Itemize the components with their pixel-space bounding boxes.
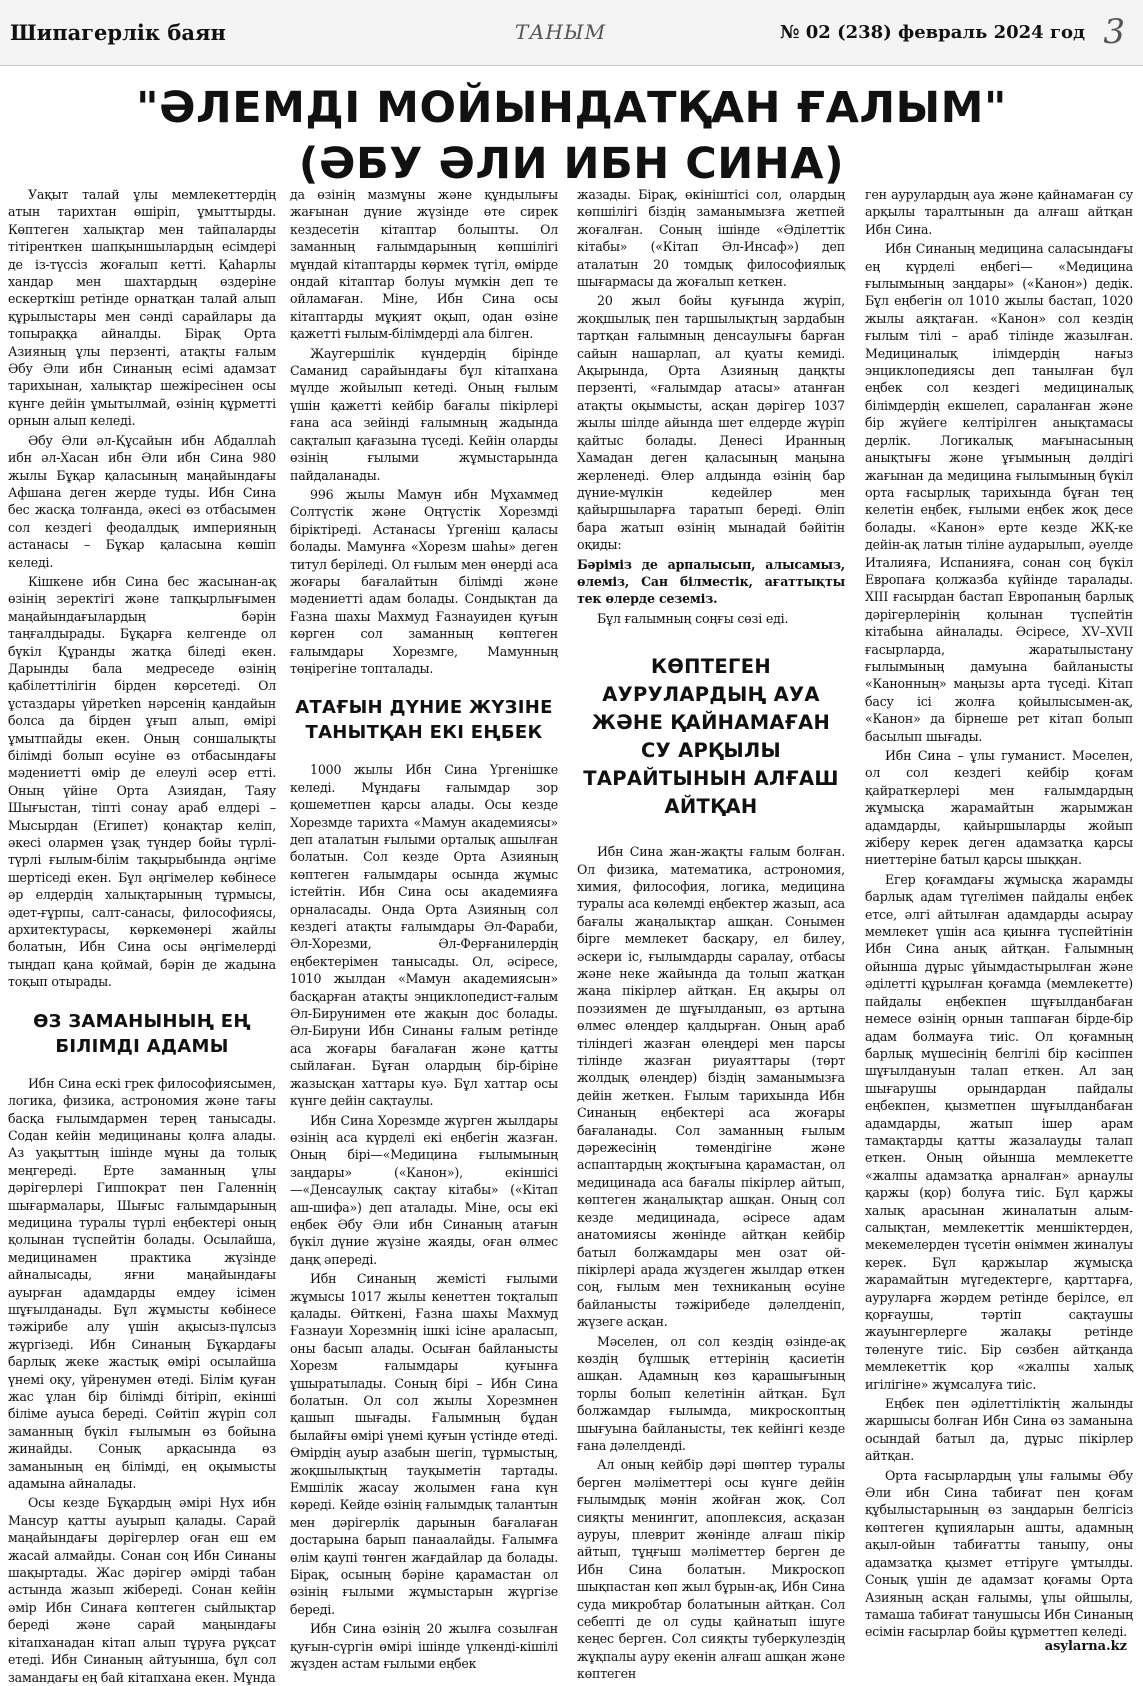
paragraph: Ибн Сина Хорезмде жүрген жылдары өзінің аса күрделі екі еңбегін жазған. Оның бірі—«Медицина ғылымының заңдары» («Канон»), екіншісі—«Денсаулық сақтау кітабы» («Кітап аш-шифа») деп аталады. Міне, осы екі еңбек Әбу Әли ибн Синаның атағын бүкіл дүние жүзіне жаяды, оған өлмес даңқ әпереді. — [290, 1112, 558, 1267]
paragraph: Осы кезде Бұқардың әмірі Нух ибн Мансур қатты ауырып қалады. Сарай маңайындағы дәрігерлер оған еш ем жасай алмайды. Сонан соң Ибн Синаны шақыртады. Жас дәрігер әмірді табан астында жазып жібереді. Сонан кейін әмір Ибн Синаға көптеген сыйлықтар береді және сарай маңындағы кітапханадан кітап алып тұруға рұқсат етеді. Ибн Синаның айтуынша, бұл сол замандағы ең бай кітапхана екен. Мұнда — [8, 1495, 276, 1685]
section-heading: АТАҒЫН ДҮНИЕ ЖҮЗІНЕ ТАНЫТҚАН ЕКІ ЕҢБЕК — [295, 697, 553, 744]
paragraph: Ибн Сина өзінің 20 жылға созылған қуғын-сүргін өмірі ішінде үлкенді-кішілі жүзден астам ғылыми еңбек — [290, 1621, 558, 1672]
article-title — [40, 80, 1103, 192]
section-heading: ӨЗ ЗАМАНЫНЫҢ ЕҢ БІЛІМДІ АДАМЫ — [33, 1010, 251, 1057]
column-4 — [865, 186, 1133, 1662]
page-number: 3 — [1103, 12, 1125, 52]
title-line-1: "ӘЛЕМДІ МОЙЫНДАТҚАН ҒАЛЫМ" — [136, 83, 1007, 133]
paragraph: Ибн Сина ескі грек философиясымен, логика, физика, астрономия және тағы басқа ғылымдармен терең танысады. Содан кейін медицинаны қолға алады. Аз уақыттың ішінде мұны да толық меңгереді. Ерте заманның ұлы дәрігерлері Гиппократ пен Галеннің шығармалары, Шығыс ғалымдарының медицина туралы түрлі еңбектері оның қолынан түспейтін болады. Осылайша, медицинамен практика жүзінде айналысады, яғни маңайындағы ауырған адамдарды емдеу ісімен шұғылданады. Бұл жұмысты көбінесе тәжірибе алу үшін ақысыз-пұлсыз жүргізеді. Ибн Синаның Бұқардағы барлық жеке жастық өмірі осылайша үнемі оқу, үйренумен өтеді. Білім қуған жас ұлан бір білімді бітіріп, екінші біліме ауыса береді. Сөйтіп жүріп сол заманның бүкіл ғылымын өз бойына жинайды. Сонық арқасында өз заманының ең білімді, ең оқымысты адамына айналады. — [8, 1075, 276, 1492]
paragraph: да өзінің мазмұны және құндылығы жағынан дүние жүзінде өте сирек кездесетін кітаптар болыпты. Ол заманның ғалымдарының көпшілігі мұндай кітаптарды көрмек түгіл, өмірде ондай кітаптар болуы мүмкін деп те ойламаған. Міне, Ибн Сина осы кітаптарды мұқият оқып, одан өзіне қажетті ғылым-білімдерді ала білген. — [290, 187, 558, 342]
section-heading: КӨПТЕГЕН АУРУЛАРДЫҢ АУА ЖӘНЕ ҚАЙНАМАҒАН СУ АРҚЫЛЫ ТАРАЙТЫНЫН АЛҒАШ АЙТҚАН — [583, 655, 839, 819]
paragraph: Мәселен, ол сол кездің өзінде-ақ көздің бұлшық еттерінің қасиетін ашқан. Адамның көз қарашығының торлы болып келетінін айтқан. Бұл болжамдар ғылымда, микроскоптың шығуына байланысты, тек кейінгі кезде ғана дәлелденді. — [577, 1333, 845, 1453]
source-credit: asylarna.kz — [1044, 1639, 1127, 1654]
column-3 — [577, 186, 845, 1682]
paragraph: Еңбек пен әділеттіліктің жалынды жаршысы болған Ибн Сина өз заманына осындай батыл да, дұрыс пікірлер айтқан. — [865, 1396, 1133, 1464]
paragraph: Ибн Синаның жемісті ғылыми жұмысы 1017 жылы кенеттен тоқталып қалады. Өйткені, Ғазна шахы Махмуд Ғазнауи Хорезмнің ішкі ісіне араласып, оны басып алады. Осыған байланысты Хорезм ғалымдары қуғынға ұшыратылады. Соның бірі – Ибн Сина болатын. Ол сол жылы Хорезмнен қашып шығады. Ғалымның бұдан былайғы өмірі үнемі қуғын үстінде өтеді. Өмірдің ауыр азабын шегіп, тұрмыстың, жоқшылықтың тауқыметін тартады. Емшілік жасау жолымен ғана күн көреді. Кейде өзінің ғалымдық талантын мен дәрігерлік дарынын бағалаған достарына барып панаалайды. Ғалымға өлім қаупі төнген жағдайлар да болады. Бірақ, осының бәріне қарамастан ол өзінің ғылыми жұмыстарын жүргізе береді. — [290, 1271, 558, 1617]
paragraph: Ибн Синаның медицина саласындағы ең күрделі еңбегі— «Медицина ғылымының заңдары» («Канон») дедік. Бұл еңбегін ол 1010 жылы бастап, 1020 жылы аяқтаған. «Канон» сол кездің ғылым тілі – араб тілінде жазылған. Медициналық ілімдердің нағыз энциклопедиясы деп танылған бұл еңбек сол кездегі медициналық білімдердің екшелеп, сараланған және бір жүйеге келтірілген анықтамасы дерлік. Логикалық мағынасының анықтығы және ұғымының дәлдігі жағынан да медицина ғылымының бүкіл орта ғасырлық тарихында бұған тең келетін еңбек, ғылыми еңбек жоқ десе болады. «Канон» ерте кезде ЖҚ-ке дейін-ақ латын тіліне аударылып, әуелде Италияға, Испанияға, сонан соң бүкіл Европаға қолжазба күйінде таралады. XIII ғасырдан бастап Европаның барлық дәрігерлерінің қолынан түспейтін кітабына айналады. Әсіресе, XV–XVII ғасырларда, жаратылыстану ғылымының дамуына байланысты «Канонның» маңызы арта түседі. Кітап басу ісі жолға қойылысымен-ақ, «Канон» да бірнеше рет кітап болып басылып шығады. — [865, 241, 1133, 744]
paragraph: Бұл ғалымның соңғы сөзі еді. — [597, 610, 789, 626]
paragraph: Уақыт талай ұлы мемлекеттердің атын тарихтан өшіріп, ұмыттырды. Көптеген халықтар мен тайпаларды тітіренткен шапқыншылардың есімдері де із-түссіз жоғалып кетті. Қаһарлы хандар мен шахтардың өздеріне ескерткіш ретінде орнатқан талай алып құрылыстары мен сәнді сарайлары да топыраққа айналды. Бірақ Орта Азияның ұлы перзенті, атақты ғалым Әбу Әли ибн Синаның есімі адамзат тарихынан, халықтар шежіресінен осы күнге дейін ұмытылмай, өзінің құрметті орнын алып келеді. — [8, 187, 276, 429]
paragraph: жазады. Бірақ, өкініштісі сол, олардың көпшілігі біздің заманымызға жетпей жоғалған. Соның ішінде «Әділеттік кітабы» («Кітап Әл-Инсаф») деп аталатын 20 томдық философиялық шығармасы да жоғалып кеткен. — [577, 187, 845, 290]
paragraph: ген аурулардың ауа және қайнамаған су арқылы таралтынын да алғаш айтқан Ибн Сина. — [865, 187, 1133, 237]
issue-info: № 02 (238) февраль 2024 год — [779, 22, 1085, 43]
poem-quote: Бәріміз де арпалысып, алысамыз, өлеміз, Сан білместік, ағаттықты тек өлерде сеземіз. — [577, 556, 845, 607]
paragraph: Орта ғасырлардың ұлы ғалымы Әбу Әли ибн Сина табиғат пен қоғам құбылыстарының өз заңдарын белгісіз көптеген құпияларын ашты, адамның ақыл-ойын табиғатты таныпу, оны адамзатқа қызмет еттіруге ұмтылды. Сонық үшін де адамзат қоғамы Орта Азияның асқан ғалымы, ұлы ойшылы, тамаша табиғат танушысы Ибн Синаның есімін ғасырлар бойы құрметтеп келеді. — [865, 1467, 1133, 1640]
paragraph: Әбу Әли әл-Құсайын ибн Абдаллаһ ибн әл-Хасан ибн Әли ибн Сина 980 жылы Бұқар қаласының маңайындағы Афшана деген жерде туды. Ибн Сина бес жасқа толғанда, әкесі өз отбасымен сол кездегі феодалдық империяның астанасы – Бұқар қаласына көшіп келеді. — [8, 432, 276, 570]
section-name: ТАНЫМ — [515, 20, 607, 44]
paragraph: 996 жылы Мамун ибн Мұхаммед Солтүстік және Оңтүстік Хорезмді біріктіреді. Астанасы Үргеніш қаласы болады. Мамунға «Хорезм шаһы» деген титул беріледі. Ол ғылым мен өнерді аса жоғары бағалайтын білімді және мәдениетті адам болады. Сондықтан да Ғазна шахы Махмуд Ғазнауиден қуғын көрген сол заманның көптеген ғалымдары Хорезмге, Мамунның төңірегіне топталады. — [290, 486, 558, 676]
paragraph: Егер қоғамдағы жұмысқа жарамды барлық адам түгелімен пайдалы еңбек етсе, әлгі айтылған адамдарды асырау мемлекет үшін аса қиынға түспейтінін Ибн Сина анық айтқан. Ғалымның ойынша дұрыс ұйымдастырылған және әділетті құрылған қоғамда (мемлекетте) пайдалы еңбекпен шұғылданбаған немесе өзінің орнын таппаған бірде-бір адам болмауға тиіс. Ол қоғамның барлық мүшесінің белгілі бір кәсіппен шұғылдануын талап еткен. Ал заң шығарушы орындардан пайдалы еңбекпен, қызметпен шұғылданбаған адамдарды, жатып ішер арам тамақтарды қатты жазалауды талап еткен. Оның ойынша мемлекетте «жалпы адамзатқа арналған» арнаулы қаржы (қор) болуға тиіс. Бұл қаржы халық арасынан жиналатын алым-салықтан, мемлекеттік меншіктерден, мекемелерден түсетін өніммен жиналуы керек. Бұл қаржылар жұмысқа жарамайтын мүгедектерге, қарттарға, ауруларға жәрдем ретінде берілсе, ел қорғаушы, тәртіп сақтаушы жауынгерлерге жалақы ретінде төленуге тиіс. Бір сөзбен айтқанда мемлекеттік қор «жалпы халық игілігіне» жұмсалуға тиіс. — [865, 871, 1133, 1392]
column-1 — [8, 186, 276, 1685]
paragraph: 20 жыл бойы қуғында жүріп, жоқшылық пен таршылықтың зардабын тартқан ғалымның денсаулығы барған сайын нашарлап, ал қуаты кемиді. Ақырында, Орта Азияның даңқты перзенті, «ғалымдар атасы» атанған атақты оқымысты, асқан дәрігер 1037 жылы шілде айында шет елдерде жүріп қайтыс болады. Денесі Иранның Хамадан деген қаласының маңына жерленеді. Өлер алдында өзінің бар дүние-мүлкін кедейлер мен қайыршыларға таратып береді. Өліп бара жатып өзінің мынадай бәйітін оқиды: — [577, 293, 845, 553]
paragraph: Ал оның кейбір дәрі шөптер туралы берген мәліметтері осы күнге дейін ғылымдық мәнін жойған жоқ. Сол сияқты менингит, апоплексия, асқазан ауруы, плеврит жөнінде алғаш пікір айтып, тұңғыш мәліметтер берген де Ибн Сина болатын. Микроскоп шықпастан көп жыл бұрын-ақ, Ибн Сина суда микробтар болатынын айтқан. Сол себепті де ол суды қайнатып ішуге кеңес берген. Сол сияқты туберкулездің жұқпалы ауру екенін алғаш ашқан және көптеген — [577, 1457, 845, 1682]
title-line-2: (ӘБУ ӘЛИ ИБН СИНА) — [298, 139, 845, 189]
paragraph: Ибн Сина – ұлы гуманист. Мәселен, ол сол кездегі кейбір қоғам қайраткерлері мен ғалымдардың жұмысқа жарамайтын жарымжан адамдарды, қайыршыларды жойып жіберу керек деген адамзатқа қарсы ниеттеріне батыл қарсы шыққан. — [865, 748, 1133, 868]
paragraph: 1000 жылы Ибн Сина Үргенішке келеді. Мұндағы ғалымдар зор қошеметпен қарсы алады. Осы кезде Хорезмде тарихта «Мамун академиясы» деп аталатын ғылыми орталық ашылған болатын. Сол кезде Орта Азияның көптеген ғалымдары осында жұмыс істейтін. Ибн Сина осы академияға орналасады. Онда Орта Азияның сол кездегі атақты ғалымдары Әл-Фараби, Әл-Хорезми, Әл-Ферғанилердің еңбектерімен танысады. Ол, әсіресе, 1010 жылдан «Мамун академиясын» басқарған атақты энциклопедист-ғалым Әл-Бирунимен өте жақын дос болады. Әл-Бируни Ибн Синаны ғалым ретінде аса жоғары бағалаған және қатты сыйлаған. Бұған олардың бір-біріне жазысқан хаттары куә. Бұл хаттар осы күнге дейін сақтаулы. — [290, 762, 558, 1109]
paragraph: Ибн Сина жан-жақты ғалым болған. Ол физика, математика, астрономия, химия, философия, логика, медицина туралы аса көлемді еңбектер жазып, аса бағалы жаңалықтар ашқан. Сонымен бірге мемлекет басқару, ел билеу, әскери іс, ғылымдарды саралау, отбасы және неке жайында да толып жатқан жаңа пікірлер айтқан. Ең ақыры ол поэзиямен де шұғылданып, өз артына өлмес өлеңдер қалдырған. Оның араб тіліндегі жазған өлеңдері мен парсы тілінде жазған риуаяттары (төрт жолдық өлеңдер) біздің заманымызға дейін жеткен. Ғылым тарихында Ибн Синаның еңбектері аса жоғары бағаланады. Сол заманның ғылым дәрежесінің төмендігіне және аспаптардың жоқтығына қарамастан, ол медицинада аса бағалы пікірлер айтып, көптеген жаңалықтар ашқан. Оның сол кезде медицинада, әсіресе адам анатомиясы жөнінде айтқан кейбір батыл болжамдары мен озат ой-пікірлері арада жүздеген жылдар өткен соң, ғылым мен техниканың өсуіне байланысты тәжірибеде дәлелденіп, жүзеге асқан. — [577, 844, 845, 1330]
paragraph: Жаугершілік күндердің бірінде Саманид сарайындағы бұл кітапхана мүлде жойылып кетеді. Оның ғылым үшін қажетті кейбір бағалы пікірлері ғана аса зейінді ғалымның жадында сақталып қағазына түседі. Кейін оларды өзінің ғылыми жұмыстарында пайдаланады. — [290, 345, 558, 483]
paragraph: Кішкене ибн Сина бес жасынан-ақ өзінің зеректігі және тапқырлығымен маңайындағылардың бәрін таңғалдырады. Бұқарға келгенде ол бүкіл Құранды жатқа біледі екен. Дарынды бала медреседе өзінің қабілеттілігін бірден көрсетеді. Ол ұстаздары үйретken нәрсенің қандайын болса да бірден ұғып алып, өмірі ұмытпайды екен. Оның соншалықты білімді болып өсуіне өз отбасындағы мәдениетті өмір де елеулі әсер етті. Оның үйіне Орта Азиядан, Таяу Шығыстан, тіпті сонау араб елдері – Мысырдан (Египет) қонақтар келіп, әкесі олармен ұзақ түндер бойы түрлі-түрлі ғылым-білім тақырыбында әңгіме шертіседі екен. Бұл әңгімелер көбінесе әр елдердің халықтарының тұрмысы, әдет-ғұрпы, салт-санасы, философиясы, архитектурасы, көркемөнері жайлы болатын, Ибн Сина осы әңгімелерді тыңдап қана қоймай, бәрін де жадына тоқып отырады. — [8, 573, 276, 990]
newspaper-name: Шипагерлік баян — [10, 20, 226, 45]
page-header — [0, 0, 1143, 66]
column-2 — [290, 186, 558, 1672]
